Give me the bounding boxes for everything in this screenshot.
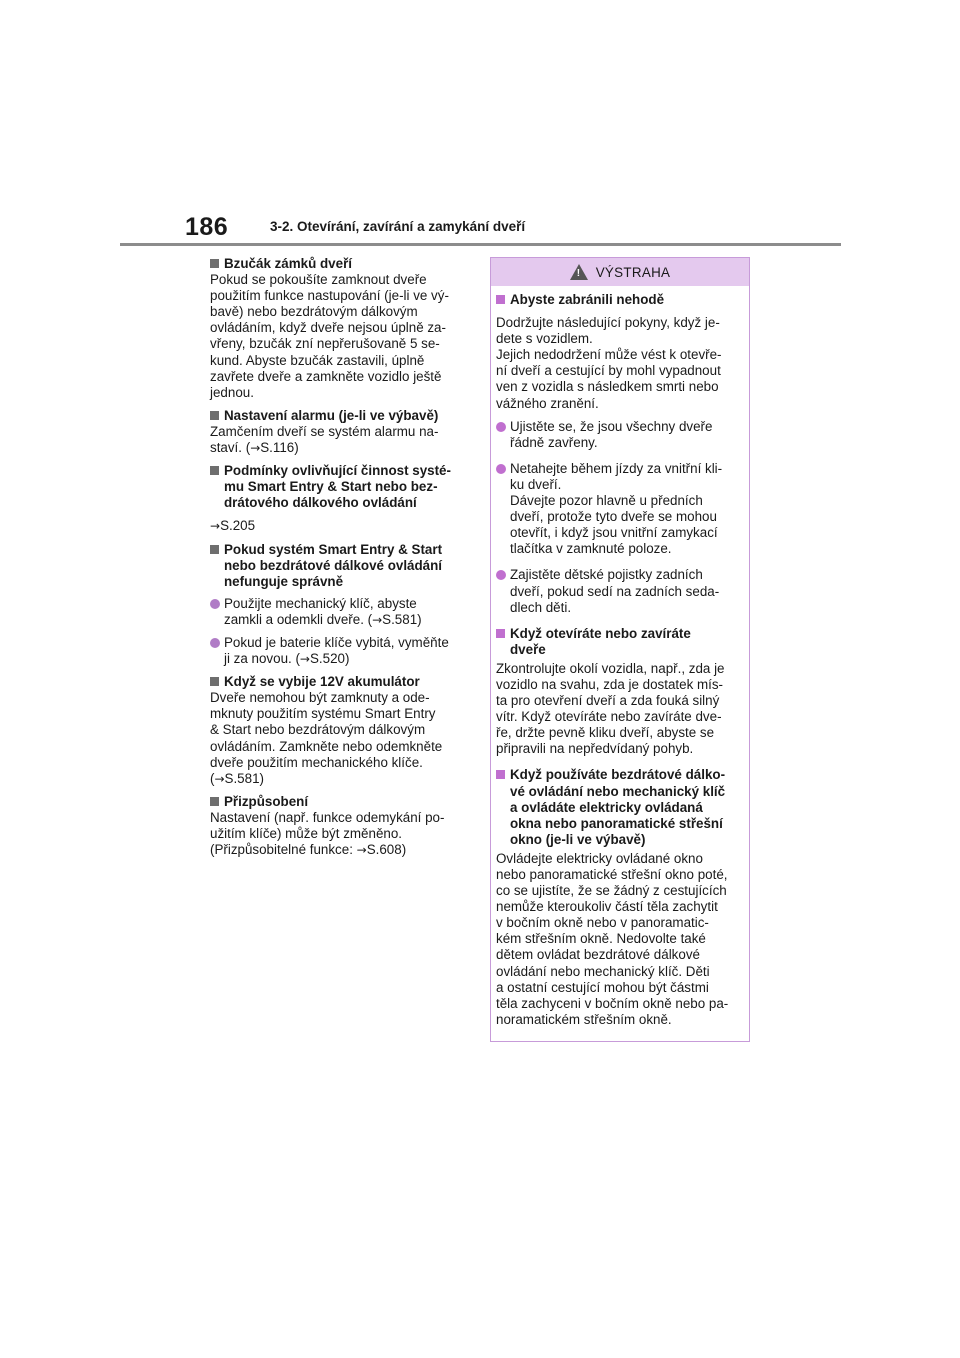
list-item: Netahejte během jízdy za vnitřní kli- ku dveří. Dávejte pozor hlavně u předních dveří, protože tyto dveře se mohou otevřít, i když jsou vnitřní zamykací tlačítka v zamknuté poloze. <box>496 461 744 558</box>
section-operating-conditions <box>210 463 468 534</box>
warning-section-windows <box>496 767 744 1028</box>
section-heading: Když se vybije 12V akumulátor <box>210 674 468 690</box>
section-malfunction <box>210 542 468 668</box>
square-bullet-icon <box>210 259 219 268</box>
section-heading: Abyste zabránili nehodě <box>496 292 744 308</box>
square-bullet-icon <box>496 770 505 779</box>
warning-header <box>491 258 749 286</box>
list-item: Ujistěte se, že jsou všechny dveře řádně zavřeny. <box>496 419 744 451</box>
round-bullet-icon <box>496 464 506 474</box>
square-bullet-icon <box>496 629 505 638</box>
list-item: Pokud je baterie klíče vybitá, vyměňte ji za novou. (→S.520) <box>210 635 468 667</box>
section-heading: Přizpůsobení <box>210 794 468 810</box>
round-bullet-icon <box>210 599 220 609</box>
arrow-icon: → <box>299 652 310 667</box>
list-item: Zajistěte dětské pojistky zadních dveří, pokud sedí na zadních seda- dlech děti. <box>496 567 744 615</box>
section-text: Zkontrolujte okolí vozidla, např., zda je vozidlo na svahu, zda je dostatek mís- ta pro otevření dveří a zda fouká silný vítr. Když otevíráte nebo zavíráte dve- ře, držte pevně kliku dveří, abyste se připravili na nepředvídaný pohyb. <box>496 660 725 757</box>
list-item: Použijte mechanický klíč, abyste zamkli a odemkli dveře. (→S.581) <box>210 596 468 628</box>
arrow-icon: → <box>210 519 221 534</box>
section-text: Nastavení (např. funkce odemykání po- užitím klíče) může být změněno. (Přizpůsobitelné funkce: →S.608) <box>210 809 445 858</box>
arrow-icon: → <box>214 771 225 786</box>
page-reference[interactable]: S.581) <box>382 611 422 627</box>
section-text: Ovládejte elektricky ovládané okno nebo panoramatické střešní okno poté, co se ujistíte, že se žádný z cestujících nemůže kteroukoliv částí těla zachytit v bočním okně nebo v panoramatic- kém střešním okně. Nedovolte také dětem ovládat bezdrátové dálkové ovládání nebo mechanický klíč. Děti a ostatní cestující mohou být částmi těla zachyceni v bočním okně nebo pa- noramatickém střešním okně. <box>496 850 729 1027</box>
section-battery-discharged <box>210 674 468 787</box>
square-bullet-icon <box>210 545 219 554</box>
warning-section-prevent-accident <box>496 292 744 616</box>
warning-title: VÝSTRAHA <box>595 264 671 280</box>
warning-body <box>491 286 749 1028</box>
section-heading: Bzučák zámků dveří <box>210 256 468 272</box>
arrow-icon: → <box>356 843 367 858</box>
section-customization <box>210 794 468 858</box>
section-text: Dveře nemohou být zamknuty a ode- mknuty použitím systému Smart Entry & Start nebo bezdrátovým dálkovým ovládáním. Zamkněte nebo odemkněte dveře použitím mechanického klíče. (→S.581) <box>210 690 443 786</box>
section-heading: Když otevíráte nebo zavíráte dveře <box>496 626 744 658</box>
square-bullet-icon <box>210 411 219 420</box>
section-text: Zamčením dveří se systém alarmu na- staví. (→S.116) <box>210 423 439 456</box>
page-reference[interactable]: S.116) <box>260 440 299 456</box>
section-alarm-setting <box>210 408 468 456</box>
round-bullet-icon <box>496 570 506 580</box>
square-bullet-icon <box>210 797 219 806</box>
section-text: Pokud se pokoušíte zamknout dveře použitím funkce nastupování (je-li ve vý- bavě) nebo bezdrátovým dálkovým ovládáním, když dveře nejsou úplně za- vřeny, bzučák zní nepřerušovaně 5 se- kund. Abyste bzučák zastavili, úplně zavřete dveře a zamkněte vozidlo ještě jednou. <box>210 272 449 400</box>
warning-section-opening-doors <box>496 626 744 758</box>
section-heading: Pokud systém Smart Entry & Start nebo bezdrátové dálkové ovládání nefunguje správně <box>210 542 468 590</box>
warning-triangle-icon: ! <box>570 264 588 280</box>
section-text <box>210 518 468 534</box>
section-heading: Když používáte bezdrátové dálko- vé ovládání nebo mechanický klíč a ovládáte elektricky ovládaná okna nebo panoramatické střešní okno (je-li ve výbavě) <box>496 767 744 847</box>
chapter-title: 3-2. Otevírání, zavírání a zamykání dveří <box>270 219 526 234</box>
section-heading: Podmínky ovlivňující činnost systé- mu Smart Entry & Start nebo bez- drátového dálkového ovládání <box>210 463 468 511</box>
round-bullet-icon <box>210 638 220 648</box>
round-bullet-icon <box>496 422 506 432</box>
warning-box <box>490 257 750 1042</box>
section-text: Dodržujte následující pokyny, když je- dete s vozidlem. Jejich nedodržení může vést k otevře- ní dveří a cestující by mohl vypadnout ven z vozidla s následkem smrti nebo vážného zranění. <box>496 315 722 411</box>
square-bullet-icon <box>210 466 219 475</box>
header-rule <box>120 243 841 246</box>
page-number: 186 <box>185 213 229 241</box>
section-door-lock-buzzer <box>210 256 468 401</box>
left-column <box>210 256 468 865</box>
page-reference[interactable]: S.608) <box>366 842 407 858</box>
section-heading: Nastavení alarmu (je-li ve výbavě) <box>210 408 468 424</box>
arrow-icon: → <box>372 612 383 627</box>
page-reference[interactable]: S.581) <box>224 770 264 786</box>
arrow-icon: → <box>250 441 261 456</box>
page-reference[interactable]: S.205 <box>220 518 256 534</box>
page-reference[interactable]: S.520) <box>309 651 350 667</box>
square-bullet-icon <box>210 677 219 686</box>
square-bullet-icon <box>496 295 505 304</box>
